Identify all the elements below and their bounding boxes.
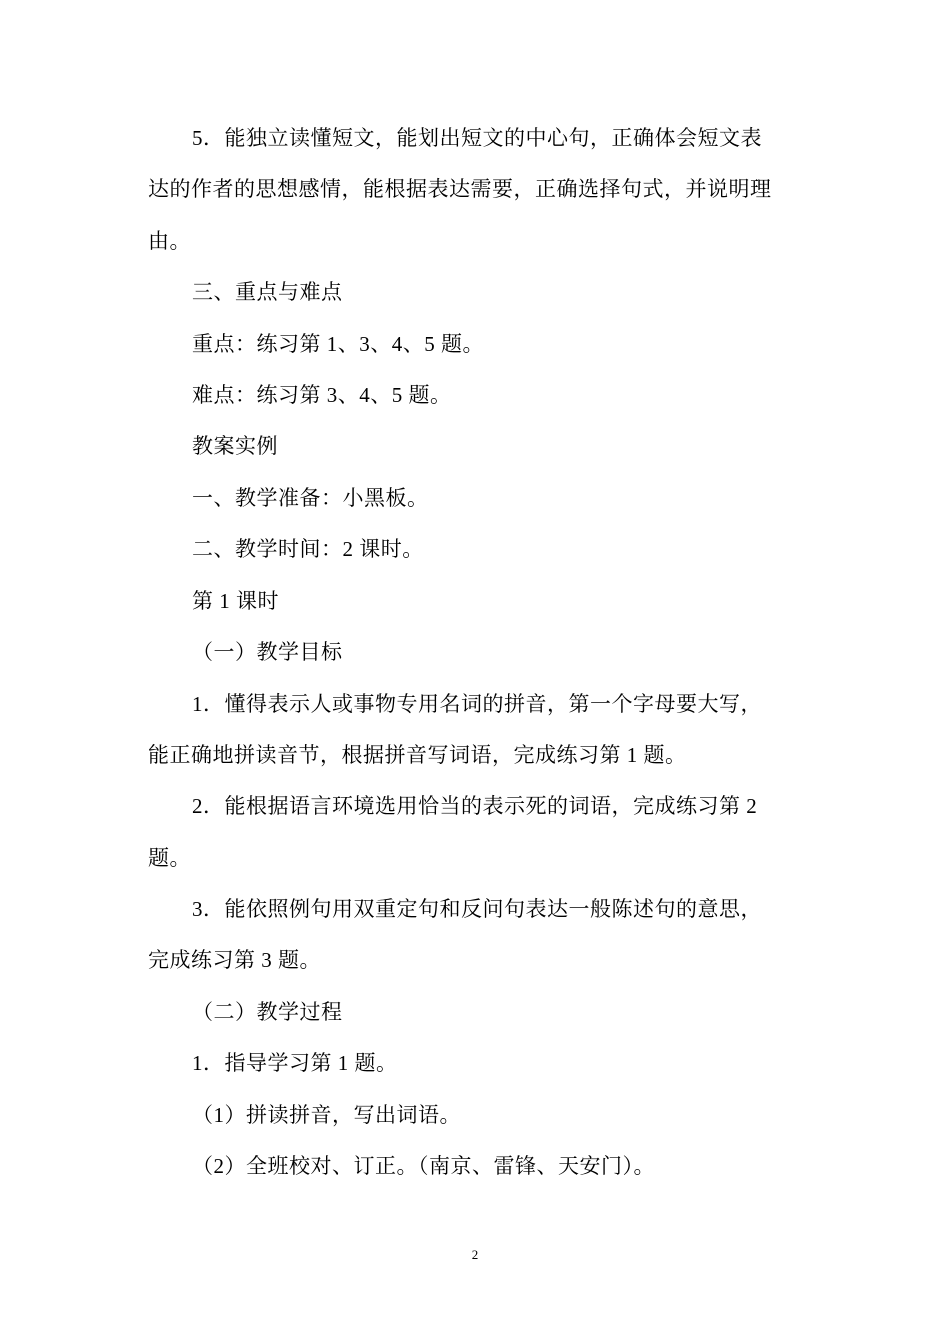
objective-5-line-3: 由。 [148,229,191,253]
objective-5-line-2: 达的作者的思想感情，能根据表达需要，正确选择句式，并说明理 [148,177,772,201]
process-step-1: 1．指导学习第 1 题。 [192,1051,398,1075]
goal-1-line-1: 1．懂得表示人或事物专用名词的拼音，第一个字母要大写， [192,692,762,716]
teaching-goals-heading: （一）教学目标 [192,640,343,664]
teaching-process-heading: （二）教学过程 [192,1000,343,1024]
goal-1-line-2: 能正确地拼读音节，根据拼音写词语，完成练习第 1 题。 [148,743,687,767]
process-substep-1: （1）拼读拼音，写出词语。 [192,1103,461,1127]
teaching-time-line: 二、教学时间：2 课时。 [192,537,424,561]
key-points-line: 重点：练习第 1、3、4、5 题。 [192,332,484,356]
difficult-points-line: 难点：练习第 3、4、5 题。 [192,383,452,407]
goal-2-line-2: 题。 [148,846,191,870]
goal-2-line-1: 2．能根据语言环境选用恰当的表示死的词语，完成练习第 2 [192,794,758,818]
teaching-preparation-line: 一、教学准备：小黑板。 [192,486,429,510]
goal-3-line-1: 3．能依照例句用双重定句和反问句表达一般陈述句的意思， [192,897,762,921]
section-heading-key-points: 三、重点与难点 [192,280,343,304]
lesson-example-heading: 教案实例 [192,434,278,458]
goal-3-line-2: 完成练习第 3 题。 [148,948,321,972]
process-substep-2: （2）全班校对、订正。（南京、雷锋、天安门）。 [192,1154,655,1178]
objective-5-line-1: 5．能独立读懂短文，能划出短文的中心句，正确体会短文表 [192,126,762,150]
page-number: 2 [471,1247,479,1262]
lesson-1-heading: 第 1 课时 [192,589,279,613]
